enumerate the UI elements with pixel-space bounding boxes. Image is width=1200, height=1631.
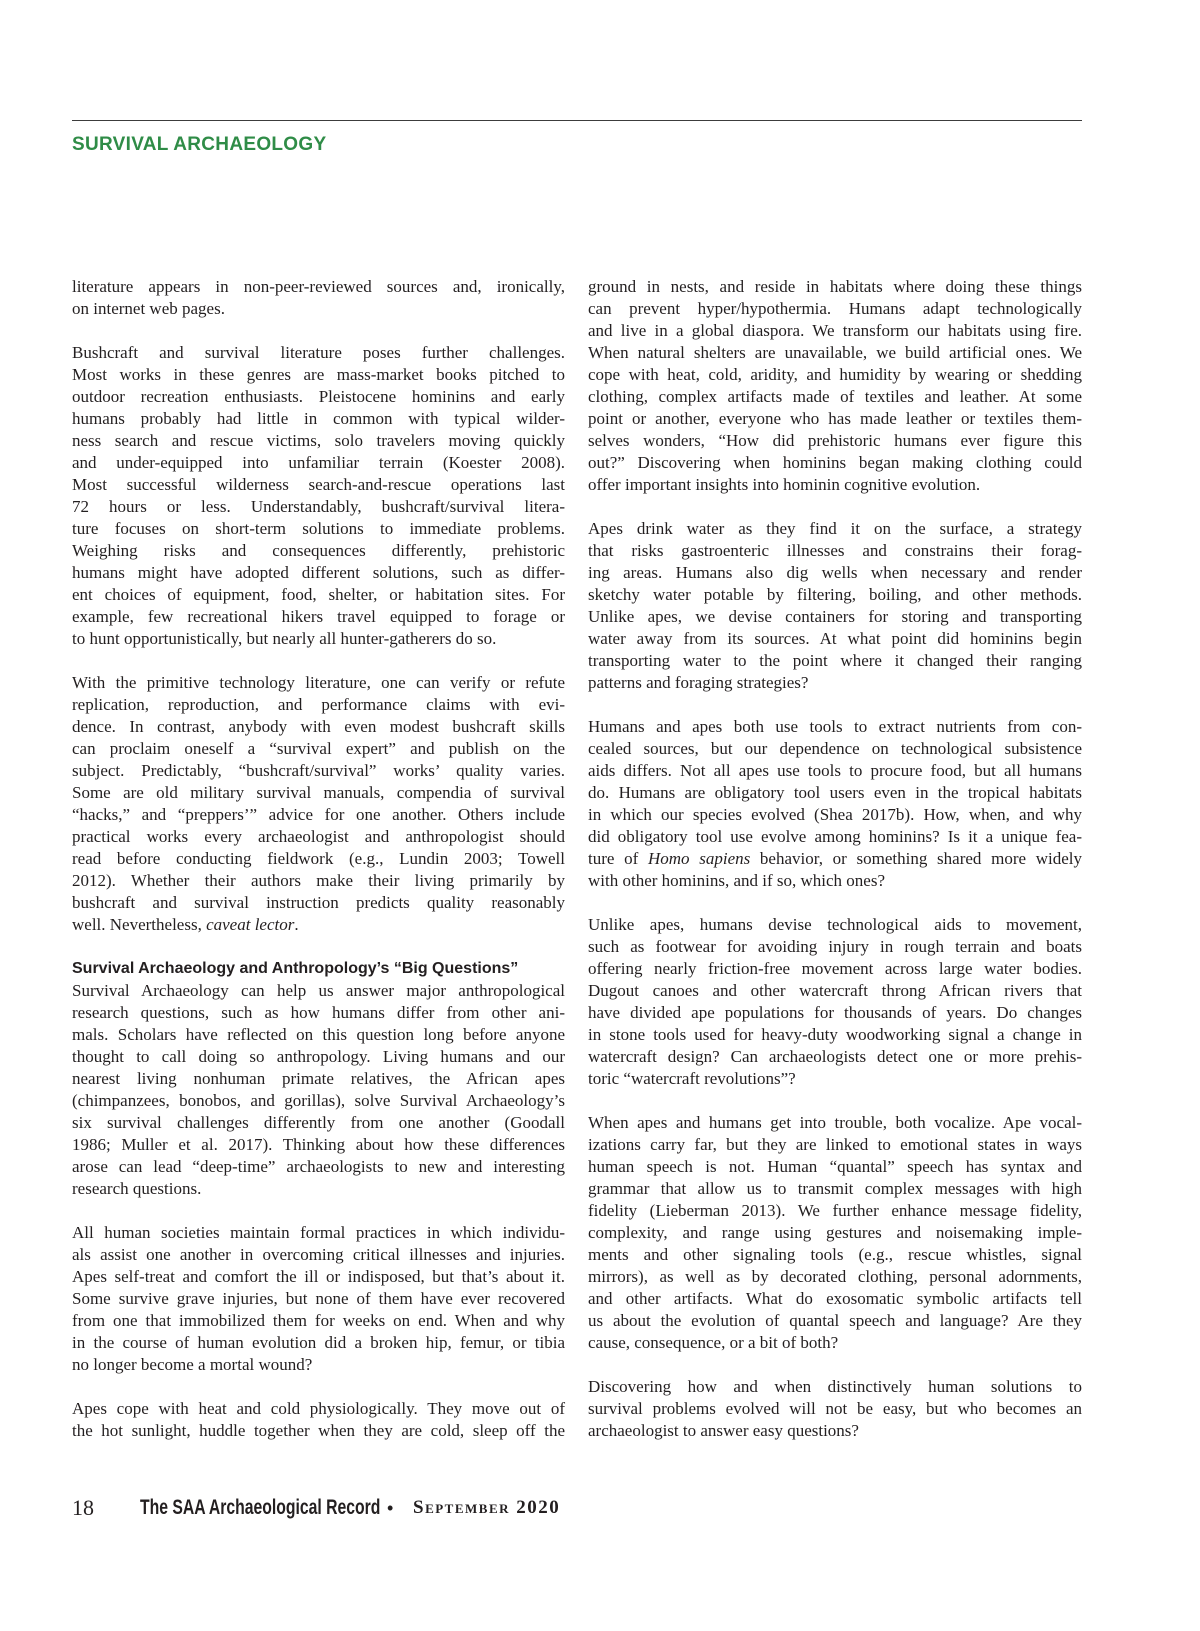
text-line: Unlike apes, we devise containers for storing and transporting bbox=[588, 607, 1082, 626]
text-line: in stone tools used for heavy-duty woodworking signal a change in bbox=[588, 1025, 1082, 1044]
text-line: clothing, complex artifacts made of textiles and leather. At some bbox=[588, 387, 1082, 406]
paragraph bbox=[72, 276, 565, 320]
text-line: us about the evolution of quantal speech and language? Are they bbox=[588, 1311, 1082, 1330]
text-line: izations carry far, but they are linked to emotional states in ways bbox=[588, 1135, 1082, 1154]
text-line: watercraft design? Can archaeologists detect one or more prehis- bbox=[588, 1047, 1082, 1066]
text-line: thought to call doing so anthropology. Living humans and our bbox=[72, 1047, 565, 1066]
paragraph bbox=[72, 342, 565, 650]
text-line: water away from its sources. At what point did hominins begin bbox=[588, 629, 1082, 648]
text-line: Some survive grave injuries, but none of them have ever recovered bbox=[72, 1289, 565, 1308]
text-line: nearest living nonhuman primate relatives, the African apes bbox=[72, 1069, 565, 1088]
paragraph bbox=[72, 1222, 565, 1376]
text-line: ground in nests, and reside in habitats where doing these things bbox=[588, 277, 1082, 296]
text-line: Discovering how and when distinctively human solutions to bbox=[588, 1377, 1082, 1396]
text-line: subject. Predictably, “bushcraft/survival” works’ quality varies. bbox=[72, 761, 565, 780]
paragraph bbox=[588, 1376, 1082, 1442]
text-line: Weighing risks and consequences differently, prehistoric bbox=[72, 541, 565, 560]
text-line: humans probably had little in common with typical wilder- bbox=[72, 409, 565, 428]
text-line: aids differs. Not all apes use tools to procure food, but all humans bbox=[588, 761, 1082, 780]
text-line: that risks gastroenteric illnesses and constrains their forag- bbox=[588, 541, 1082, 560]
text-line: selves wonders, “How did prehistoric humans ever figure this bbox=[588, 431, 1082, 450]
text-line: cope with heat, cold, aridity, and humidity by wearing or shedding bbox=[588, 365, 1082, 384]
paragraph bbox=[588, 716, 1082, 892]
text-segment: well. Nevertheless, bbox=[72, 915, 207, 934]
text-line: have divided ape populations for thousands of years. Do changes bbox=[588, 1003, 1082, 1022]
text-line: Survival Archaeology can help us answer major anthropological bbox=[72, 981, 565, 1000]
text-segment: . bbox=[294, 915, 299, 934]
text-line: can proclaim oneself a “survival expert” and publish on the bbox=[72, 739, 565, 758]
text-line: practical works every archaeologist and anthropologist should bbox=[72, 827, 565, 846]
text-line: on internet web pages. bbox=[72, 299, 225, 318]
text-line: read before conducting fieldwork (e.g., Lundin 2003; Towell bbox=[72, 849, 565, 868]
text-line: 2012). Whether their authors make their living primarily by bbox=[72, 871, 565, 890]
text-line: outdoor recreation enthusiasts. Pleistocene hominins and early bbox=[72, 387, 565, 406]
paragraph bbox=[588, 914, 1082, 1090]
text-line: ent choices of equipment, food, shelter, or habitation sites. For bbox=[72, 585, 565, 604]
text-line: Bushcraft and survival literature poses further challenges. bbox=[72, 343, 565, 362]
right-column bbox=[588, 276, 1082, 1464]
text-line: no longer become a mortal wound? bbox=[72, 1355, 313, 1374]
text-line: cause, consequence, or a bit of both? bbox=[588, 1333, 839, 1352]
text-line: offer important insights into hominin cognitive evolution. bbox=[588, 475, 981, 494]
text-line: ing areas. Humans also dig wells when necessary and render bbox=[588, 563, 1082, 582]
italic-text: Homo sapiens bbox=[647, 849, 751, 868]
text-line: do. Humans are obligatory tool users even in the tropical habitats bbox=[588, 783, 1082, 802]
text-line: humans might have adopted different solutions, such as differ- bbox=[72, 563, 565, 582]
text-line bbox=[588, 848, 1082, 870]
text-line bbox=[72, 914, 565, 936]
paragraph bbox=[588, 518, 1082, 694]
paragraph bbox=[588, 1112, 1082, 1354]
text-line: the hot sunlight, huddle together when they are cold, sleep off the bbox=[72, 1421, 565, 1440]
text-line: grammar that allow us to transmit complex messages with high bbox=[588, 1179, 1082, 1198]
text-line: Most works in these genres are mass-market books pitched to bbox=[72, 365, 565, 384]
text-line: from one that immobilized them for weeks on end. When and why bbox=[72, 1311, 565, 1330]
text-line: mals. Scholars have reflected on this question long before anyone bbox=[72, 1025, 565, 1044]
text-line: such as footwear for avoiding injury in rough terrain and boats bbox=[588, 937, 1082, 956]
text-line: 72 hours or less. Understandably, bushcraft/survival litera- bbox=[72, 497, 565, 516]
text-line: toric “watercraft revolutions”? bbox=[588, 1069, 796, 1088]
header-rule bbox=[72, 120, 1082, 121]
text-line: Humans and apes both use tools to extract nutrients from con- bbox=[588, 717, 1082, 736]
text-line: fidelity (Lieberman 2013). We further enhance message fidelity, bbox=[588, 1201, 1082, 1220]
text-line: Apes cope with heat and cold physiologically. They move out of bbox=[72, 1399, 565, 1418]
text-line: (chimpanzees, bonobos, and gorillas), solve Survival Archaeology’s bbox=[72, 1091, 565, 1110]
text-line: human speech is not. Human “quantal” speech has syntax and bbox=[588, 1157, 1082, 1176]
page-number: 18 bbox=[72, 1495, 94, 1520]
text-line: “hacks,” and “preppers’” advice for one another. Others include bbox=[72, 805, 565, 824]
section-heading: Survival Archaeology and Anthropology’s “Big Questions” bbox=[72, 960, 519, 977]
text-line: six survival challenges differently from one another (Goodall bbox=[72, 1113, 565, 1132]
text-line: With the primitive technology literature, one can verify or refute bbox=[72, 673, 565, 692]
text-line: Unlike apes, humans devise technological aids to movement, bbox=[588, 915, 1082, 934]
text-line: archaeologist to answer easy questions? bbox=[588, 1421, 859, 1440]
text-line: point or another, everyone who has made leather or textiles them- bbox=[588, 409, 1082, 428]
text-line: bushcraft and survival instruction predicts quality reasonably bbox=[72, 893, 565, 912]
text-line: ness search and rescue victims, solo travelers moving quickly bbox=[72, 431, 565, 450]
text-line: example, few recreational hikers travel equipped to forage or bbox=[72, 607, 565, 626]
text-line: Most successful wilderness search-and-rescue operations last bbox=[72, 475, 565, 494]
text-line: Some are old military survival manuals, compendia of survival bbox=[72, 783, 565, 802]
paragraph bbox=[588, 276, 1082, 496]
text-line: in which our species evolved (Shea 2017b). How, when, and why bbox=[588, 805, 1082, 824]
text-line: dence. In contrast, anybody with even modest bushcraft skills bbox=[72, 717, 565, 736]
text-line: ture focuses on short-term solutions to immediate problems. bbox=[72, 519, 565, 538]
text-line: in the course of human evolution did a broken hip, femur, or tibia bbox=[72, 1333, 565, 1352]
text-line: als assist one another in overcoming critical illnesses and injuries. bbox=[72, 1245, 565, 1264]
text-line: transporting water to the point where it changed their ranging bbox=[588, 651, 1082, 670]
text-line: research questions, such as how humans differ from other ani- bbox=[72, 1003, 565, 1022]
text-line: can prevent hyper/hypothermia. Humans adapt technologically bbox=[588, 299, 1082, 318]
paragraph bbox=[72, 1398, 565, 1442]
text-line: arose can lead “deep-time” archaeologists to new and interesting bbox=[72, 1157, 565, 1176]
text-line: patterns and foraging strategies? bbox=[588, 673, 809, 692]
text-line: Dugout canoes and other watercraft throng African rivers that bbox=[588, 981, 1082, 1000]
text-line: mirrors), as well as by decorated clothing, personal adornments, bbox=[588, 1267, 1082, 1286]
text-line: Apes drink water as they find it on the surface, a strategy bbox=[588, 519, 1082, 538]
section-label: SURVIVAL ARCHAEOLOGY bbox=[72, 134, 327, 155]
text-line: and other artifacts. What do exosomatic symbolic artifacts tell bbox=[588, 1289, 1082, 1308]
text-line: When apes and humans get into trouble, both vocalize. Ape vocal- bbox=[588, 1113, 1082, 1132]
text-line: When natural shelters are unavailable, we build artificial ones. We bbox=[588, 343, 1082, 362]
text-line: All human societies maintain formal practices in which individu- bbox=[72, 1223, 565, 1242]
text-line: sketchy water potable by filtering, boiling, and other methods. bbox=[588, 585, 1082, 604]
text-line: out?” Discovering when hominins began making clothing could bbox=[588, 453, 1082, 472]
text-line: and live in a global diaspora. We transform our habitats using fire. bbox=[588, 321, 1082, 340]
text-line: to hunt opportunistically, but nearly all hunter-gatherers do so. bbox=[72, 629, 497, 648]
footer-separator: • bbox=[387, 1498, 394, 1518]
text-line: Apes self-treat and comfort the ill or indisposed, but that’s about it. bbox=[72, 1267, 565, 1286]
paragraph bbox=[72, 980, 565, 1200]
left-column bbox=[72, 276, 565, 1464]
issue-date: September 2020 bbox=[413, 1497, 561, 1518]
text-line: offering nearly friction-free movement across large water bodies. bbox=[588, 959, 1082, 978]
text-line: replication, reproduction, and performance claims with evi- bbox=[72, 695, 565, 714]
text-line: with other hominins, and if so, which ones? bbox=[588, 871, 885, 890]
text-line: survival problems evolved will not be easy, but who becomes an bbox=[588, 1399, 1082, 1418]
text-line: literature appears in non-peer-reviewed sources and, ironically, bbox=[72, 277, 565, 296]
text-line: cealed sources, but our dependence on technological subsistence bbox=[588, 739, 1082, 758]
journal-title: The SAA Archaeological Record bbox=[140, 1496, 381, 1519]
paragraph bbox=[72, 672, 565, 936]
text-line: complexity, and range using gestures and noisemaking imple- bbox=[588, 1223, 1082, 1242]
text-line: did obligatory tool use evolve among hominins? Is it a unique fea- bbox=[588, 827, 1082, 846]
italic-text: caveat lector bbox=[206, 915, 295, 934]
text-line: ments and other signaling tools (e.g., rescue whistles, signal bbox=[588, 1245, 1082, 1264]
text-segment: ture of bbox=[588, 849, 648, 868]
text-line: and under-equipped into unfamiliar terrain (Koester 2008). bbox=[72, 453, 565, 472]
text-line: research questions. bbox=[72, 1179, 202, 1198]
text-segment: behavior, or something shared more widely bbox=[750, 849, 1082, 868]
text-line: 1986; Muller et al. 2017). Thinking about how these differences bbox=[72, 1135, 565, 1154]
